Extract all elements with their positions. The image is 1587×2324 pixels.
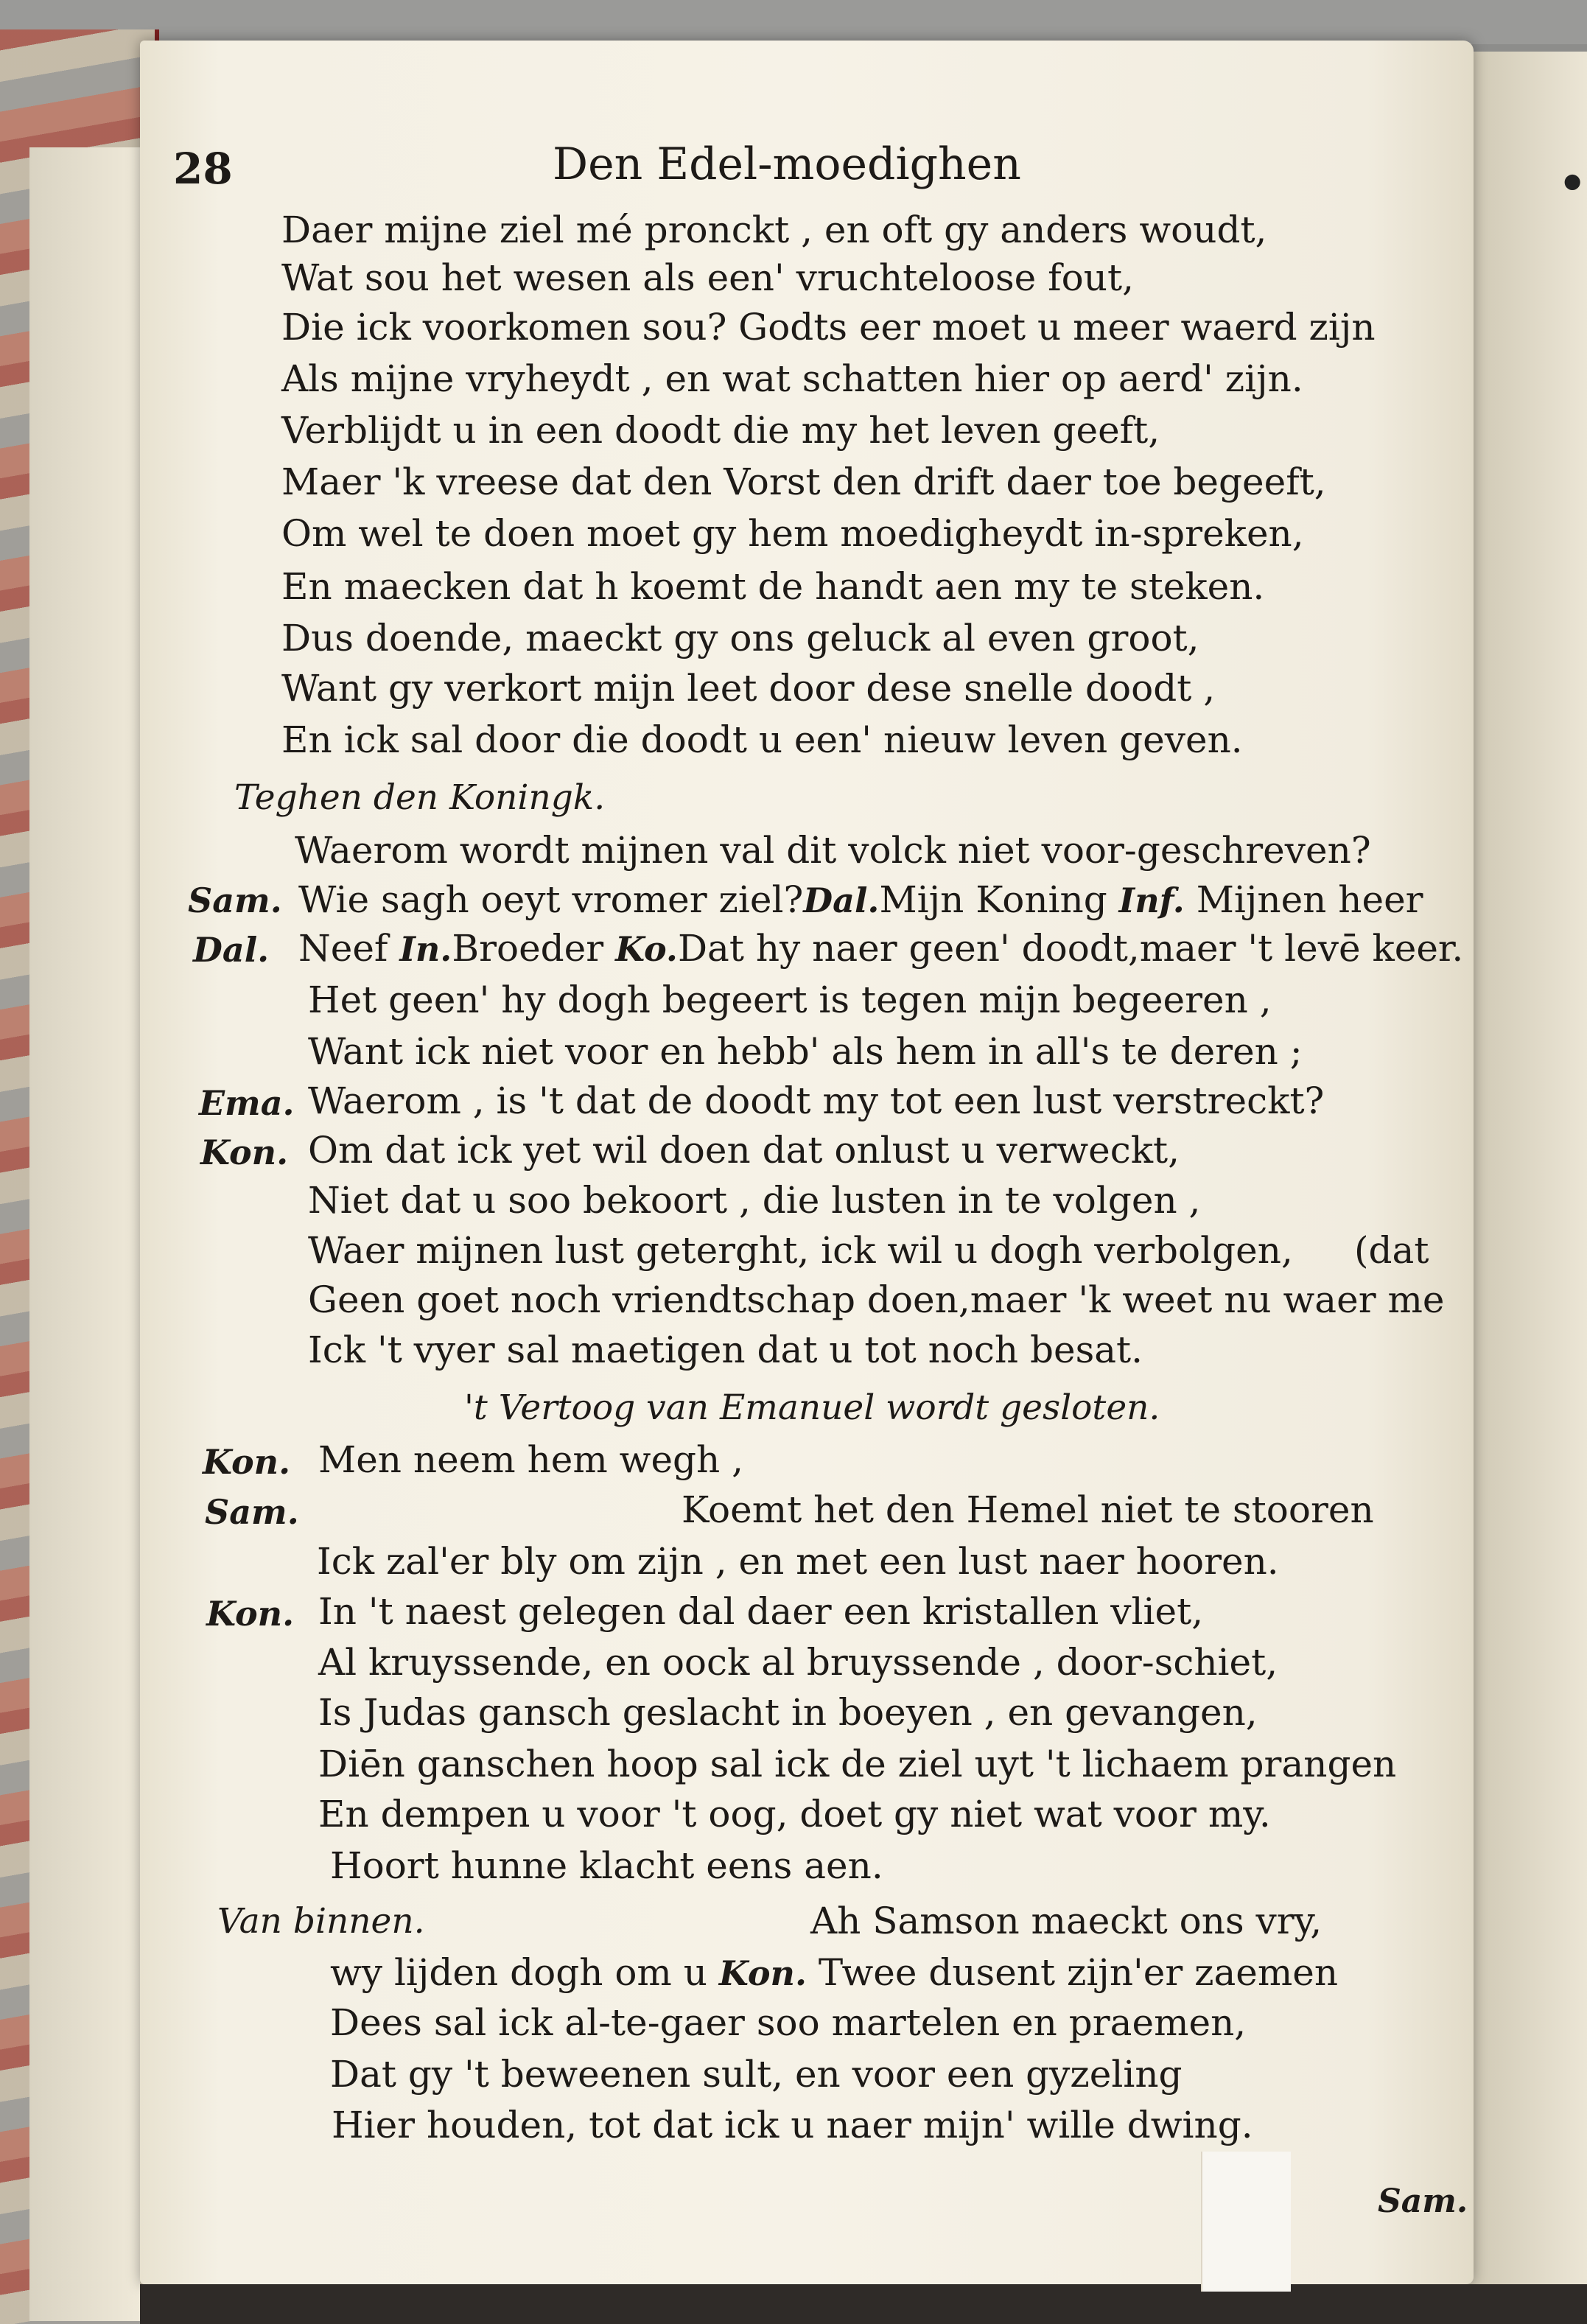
verse-line: Verblijdt u in een doodt die my het leven geeft, <box>281 409 1160 452</box>
verse-line: Niet dat u soo bekoort , die lusten in te volgen , <box>308 1179 1201 1222</box>
verse-line: Ah Samson maeckt ons vry, <box>810 1900 1322 1942</box>
speaker-label: Kon. <box>203 1442 291 1482</box>
verse-line: Waer mijnen lust geterght, ick wil u dogh verbolgen, <box>308 1229 1293 1272</box>
stage-direction: Van binnen. <box>217 1901 425 1942</box>
facing-page-mark: • <box>1558 158 1587 210</box>
background-top <box>0 0 1587 44</box>
verse-line: Want gy verkort mijn leet door dese snelle doodt , <box>281 667 1216 710</box>
verse-line: Om dat ick yet wil doen dat onlust u verweckt, <box>308 1129 1180 1172</box>
verse-line: Daer mijne ziel mé pronckt , en oft gy anders woudt, <box>281 209 1267 251</box>
verse-line: Om wel te doen moet gy hem moedigheydt in-spreken, <box>281 512 1304 555</box>
verse-line: Waerom , is 't dat de doodt my tot een lust verstreckt? <box>308 1079 1325 1122</box>
verse-line: Is Judas gansch geslacht in boeyen , en gevangen, <box>318 1691 1258 1734</box>
verse-line: Men neem hem wegh , <box>318 1438 744 1481</box>
verse-line: Hier houden, tot dat ick u naer mijn' wille dwing. <box>332 2104 1253 2146</box>
verse-line: Geen goet noch vriendtschap doen,maer 'k weet nu waer me <box>308 1278 1445 1321</box>
verse-line: In 't naest gelegen dal daer een kristallen vliet, <box>318 1590 1204 1633</box>
verse-line: Wie sagh oeyt vromer ziel?Dal.Mijn Koning Inf. Mijnen heer <box>298 878 1423 921</box>
left-flyleaf <box>29 147 141 2321</box>
page-tab-notch <box>1201 2152 1291 2292</box>
verse-line: Hoort hunne klacht eens aen. <box>330 1844 883 1887</box>
verse-line: Ick 't vyer sal maetigen dat u tot noch besat. <box>308 1329 1143 1371</box>
verse-line: Die ick voorkomen sou? Godts eer moet u meer waerd zijn <box>281 306 1376 349</box>
speaker-label: Sam. <box>188 881 282 920</box>
speaker-label: Kon. <box>200 1133 289 1172</box>
verse-line: En ick sal door die doodt u een' nieuw leven geven. <box>281 718 1243 761</box>
verse-line: Diēn ganschen hoop sal ick de ziel uyt 't lichaem prangen <box>318 1743 1397 1785</box>
stage-direction: Teghen den Koningk. <box>234 777 606 818</box>
verse-line: Ick zal'er bly om zijn , en met een lust naer hooren. <box>317 1540 1279 1583</box>
verse-line: Wat sou het wesen als een' vruchteloose fout, <box>281 256 1134 299</box>
facing-page-edge <box>1466 52 1587 2324</box>
turnover-word: (dat <box>1354 1229 1429 1272</box>
verse-line: Dat gy 't beweenen sult, en voor een gyzeling <box>330 2053 1183 2096</box>
verse-line: Maer 'k vreese dat den Vorst den drift daer toe begeeft, <box>281 461 1326 503</box>
verse-line: En maecken dat h koemt de handt aen my te steken. <box>281 565 1265 608</box>
verse-line: Koemt het den Hemel niet te stooren <box>682 1488 1374 1531</box>
verse-line: En dempen u voor 't oog, doet gy niet wat voor my. <box>318 1793 1271 1835</box>
speaker-label: Sam. <box>205 1492 299 1532</box>
bottom-shadow <box>140 2284 1587 2324</box>
verse-line: Als mijne vryheydt , en wat schatten hier op aerd' zijn. <box>281 357 1303 400</box>
verse-line: Waerom wordt mijnen val dit volck niet voor-geschreven? <box>295 829 1371 872</box>
speaker-label: Dal. <box>193 930 270 970</box>
verse-line: wy lijden dogh om u Kon. Twee dusent zijn'er zaemen <box>330 1951 1339 1994</box>
verse-line: Dus doende, maeckt gy ons geluck al even groot, <box>281 617 1199 659</box>
catchword: Sam. <box>1378 2183 1468 2220</box>
verse-line: Dees sal ick al-te-gaer soo martelen en praemen, <box>330 2001 1247 2044</box>
page-number: 28 <box>173 144 233 194</box>
verse-line: Al kruyssende, en oock al bruyssende , door-schiet, <box>318 1641 1278 1684</box>
stage-direction: 't Vertoog van Emanuel wordt gesloten. <box>464 1387 1160 1428</box>
verse-line: Neef In.Broeder Ko.Dat hy naer geen' doodt,maer 't levē keer. <box>298 927 1464 970</box>
speaker-label: Ema. <box>199 1083 295 1123</box>
verse-line: Het geen' hy dogh begeert is tegen mijn begeeren , <box>308 979 1272 1021</box>
verse-line: Want ick niet voor en hebb' als hem in all's te deren ; <box>308 1030 1303 1073</box>
speaker-label: Kon. <box>206 1594 295 1634</box>
running-head: Den Edel-moedighen <box>553 139 1021 190</box>
